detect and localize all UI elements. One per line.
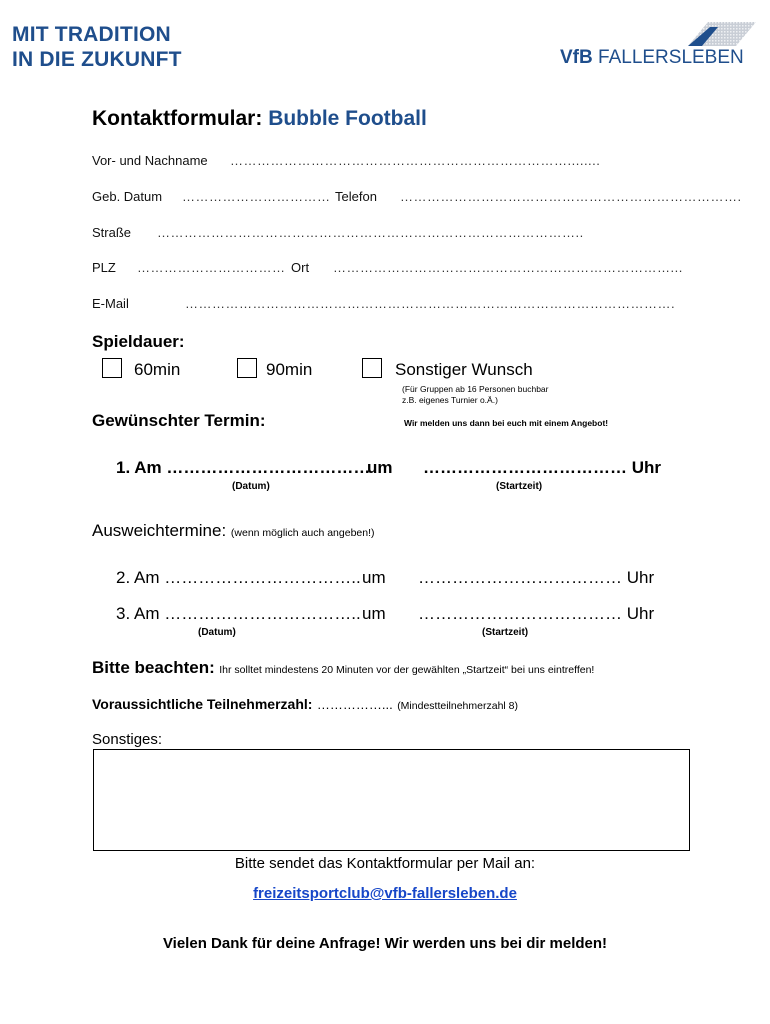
logo-prefix: VfB	[560, 47, 593, 68]
ausweich-row-2	[116, 568, 361, 588]
club-logo-text	[560, 47, 744, 69]
misc-textarea[interactable]	[93, 749, 690, 851]
title-sub: Bubble Football	[268, 107, 427, 130]
termin-1-number: 1.	[116, 458, 131, 477]
contact-email-link[interactable]: freizeitsportclub@vfb-fallersleben.de	[253, 885, 517, 902]
termin-1-time-line[interactable]: ………………………………	[423, 458, 627, 477]
ausweich-heading-row	[92, 521, 375, 541]
notice-heading: Bitte beachten:	[92, 658, 215, 677]
termin-1-am: Am	[134, 458, 162, 477]
send-instruction: Bitte sendet das Kontaktformular per Mail an:	[234, 855, 536, 872]
street-label: Straße	[92, 225, 132, 240]
phone-input-line[interactable]: ………………………………………………………………….	[400, 189, 742, 204]
ausweich-date-caption: (Datum)	[198, 627, 236, 638]
club-logo-stripes-icon	[688, 22, 756, 46]
notice-text: Ihr solltet mindestens 20 Minuten vor der gewählten „Startzeit“ bei uns eintreffen!	[219, 664, 595, 676]
option-90min-label: 90min	[266, 360, 313, 379]
other-note-line-1: (Für Gruppen ab 16 Personen buchbar	[402, 384, 549, 394]
termin-2-am: Am	[133, 568, 160, 587]
other-note-line-2: z.B. eigenes Turnier o.Ä.)	[402, 395, 498, 405]
termin-heading: Gewünschter Termin:	[92, 411, 266, 430]
termin-2-time-line[interactable]: ………………………………	[418, 568, 622, 587]
ausweich-row-3	[116, 604, 361, 624]
option-60min-label: 60min	[134, 360, 181, 379]
slogan-line-2: IN DIE ZUKUNFT	[12, 48, 182, 71]
participants-note: (Mindestteilnehmerzahl 8)	[397, 700, 518, 712]
termin-2-time	[418, 568, 654, 588]
termin-2-uhr: Uhr	[626, 568, 655, 587]
name-input-line[interactable]: …………………………………………………………………........	[230, 153, 601, 168]
title-main: Kontaktformular:	[92, 107, 263, 130]
email-label: E-Mail	[92, 296, 129, 311]
email-input-line[interactable]: ……………………………………………………………………………………………….	[185, 296, 676, 311]
birthdate-label: Geb. Datum	[92, 189, 163, 204]
termin-3-date-line[interactable]: ……………………………..	[164, 604, 361, 623]
checkbox-60min[interactable]	[102, 358, 122, 378]
termin-3-am: Am	[133, 604, 160, 623]
plz-label: PLZ	[92, 260, 116, 275]
termin-2-date-line[interactable]: ……………………………..	[164, 568, 361, 587]
duration-heading: Spieldauer:	[92, 332, 185, 351]
option-other-label: Sonstiger Wunsch	[395, 360, 533, 379]
termin-2-number: 2.	[116, 568, 131, 587]
checkbox-90min[interactable]	[237, 358, 257, 378]
thanks-message: Vielen Dank für deine Anfrage! Wir werden uns bei dir melden!	[162, 935, 608, 952]
offer-note: Wir melden uns dann bei euch mit einem Angebot!	[404, 418, 609, 428]
misc-label: Sonstiges:	[92, 731, 163, 748]
city-label: Ort	[291, 260, 310, 275]
termin-2-um: um	[362, 568, 386, 587]
termin-date-caption: (Datum)	[232, 481, 270, 492]
ausweich-note: (wenn möglich auch angeben!)	[230, 527, 375, 539]
checkbox-other[interactable]	[362, 358, 382, 378]
street-input-line[interactable]: …………………………………………………………………………………..	[157, 225, 584, 240]
plz-input-line[interactable]: ……………………………	[137, 260, 286, 275]
termin-1-date-line[interactable]: ………………………………	[166, 458, 371, 477]
ausweich-heading: Ausweichtermine:	[92, 521, 227, 540]
phone-label: Telefon	[335, 189, 377, 204]
termin-1-uhr: Uhr	[631, 458, 662, 477]
termin-1-um: um	[367, 458, 393, 477]
termin-3-number: 3.	[116, 604, 131, 623]
page-title	[92, 107, 427, 131]
participants-row	[92, 696, 518, 714]
termin-3-time-line[interactable]: ………………………………	[418, 604, 622, 623]
other-note	[402, 384, 548, 406]
termin-3-um: um	[362, 604, 386, 623]
birthdate-input-line[interactable]: ……………………………	[182, 189, 331, 204]
termin-3-uhr: Uhr	[626, 604, 655, 623]
termin-3-time	[418, 604, 654, 624]
termin-time-caption: (Startzeit)	[496, 481, 543, 492]
slogan-line-1: MIT TRADITION	[12, 23, 171, 46]
termin-row-1	[116, 458, 370, 478]
termin-1-time	[423, 458, 661, 478]
city-input-line[interactable]: …………………………………………………………………...	[333, 260, 683, 275]
ausweich-time-caption: (Startzeit)	[482, 627, 529, 638]
email-link-row	[0, 885, 770, 903]
name-label: Vor- und Nachname	[92, 153, 208, 168]
notice-row	[92, 658, 594, 678]
participants-label: Voraussichtliche Teilnehmerzahl:	[92, 696, 313, 712]
slogan	[12, 22, 182, 72]
participants-input-line[interactable]: ……………...	[316, 697, 393, 712]
logo-name: FALLERSLEBEN	[598, 47, 744, 68]
